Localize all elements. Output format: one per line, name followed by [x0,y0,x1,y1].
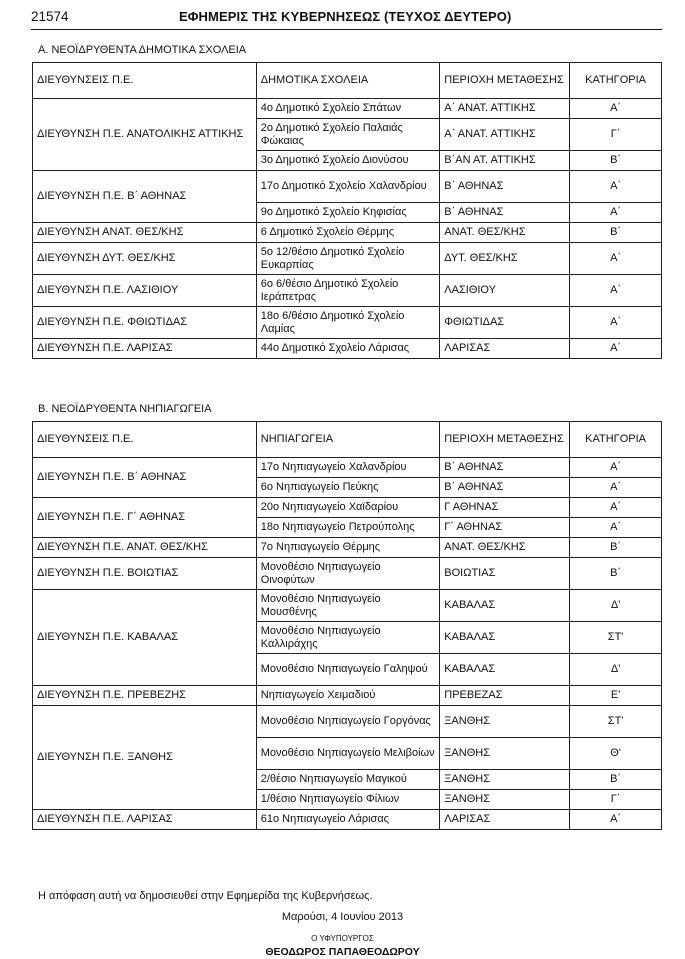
school-cell: Μονοθέσιο Νηπιαγωγείο Γαληψού [256,654,440,686]
table-row [33,686,662,706]
direction-cell: ΔΙΕΥΘΥΝΣΗ Π.Ε. ΑΝΑΤ. ΘΕΣ/ΚΗΣ [33,538,257,558]
header-category: ΚΑΤΗΓΟΡΙΑ [570,422,662,458]
school-cell: 3ο Δημοτικό Σχολείο Διονύσου [256,151,440,171]
category-cell: Α΄ [570,203,662,223]
signer-name: ΘΕΟΔΩΡΟΣ ΠΑΠΑΘΕΟΔΩΡΟΥ [265,946,420,958]
category-cell: Α΄ [570,498,662,518]
school-cell: 6ο Νηπιαγωγείο Πεύκης [256,478,440,498]
direction-cell: ΔΙΕΥΘΥΝΣΗ Π.Ε. Β΄ ΑΘΗΝΑΣ [33,458,257,498]
school-cell: 2/θέσιο Νηπιαγωγείο Μαγικού [256,770,440,790]
category-cell: Θ' [570,738,662,770]
category-cell: ΣΤ' [570,706,662,738]
area-cell: Β΄ ΑΘΗΝΑΣ [440,478,570,498]
direction-cell: ΔΙΕΥΘΥΝΣΗ Π.Ε. ΞΑΝΘΗΣ [33,706,257,810]
table-header-row [33,422,662,458]
table-row [33,458,662,478]
category-cell: Α΄ [570,339,662,359]
category-cell: Β΄ [570,558,662,590]
category-cell: Α΄ [570,458,662,478]
direction-cell: ΔΙΕΥΘΥΝΣΗ Π.Ε. Β΄ ΑΘΗΝΑΣ [33,171,257,223]
direction-cell: ΔΙΕΥΘΥΝΣΗ Π.Ε. ΠΡΕΒΕΖΗΣ [33,686,257,706]
school-cell: Μονοθέσιο Νηπιαγωγείο Καλλιράχης [256,622,440,654]
area-cell: Α΄ ΑΝΑΤ. ΑΤΤΙΚΗΣ [440,99,570,119]
area-cell: Γ ΑΘΗΝΑΣ [440,498,570,518]
table-header-row [33,63,662,99]
header-transfer-area: ΠΕΡΙΟΧΗ ΜΕΤΑΘΕΣΗΣ [440,63,570,99]
area-cell: ΛΑΡΙΣΑΣ [440,339,570,359]
area-cell: ΔΥΤ. ΘΕΣ/ΚΗΣ [440,243,570,275]
school-cell: 5ο 12/θέσιο Δημοτικό Σχολείο Ευκαρπίας [256,243,440,275]
place-date: Μαρούσι, 4 Ιουνίου 2013 [281,911,404,923]
area-cell: ΞΑΝΘΗΣ [440,738,570,770]
area-cell: ΛΑΡΙΣΑΣ [440,810,570,830]
page-number: 21574 [31,9,69,24]
school-cell: 17ο Δημοτικό Σχολείο Χαλανδρίου [256,171,440,203]
school-cell: 7ο Νηπιαγωγείο Θέρμης [256,538,440,558]
table-row [33,558,662,590]
category-cell: Α΄ [570,810,662,830]
area-cell: ΚΑΒΑΛΑΣ [440,590,570,622]
school-cell: 4ο Δημοτικό Σχολείο Σπάτων [256,99,440,119]
category-cell: Β΄ [570,538,662,558]
header-transfer-area: ΠΕΡΙΟΧΗ ΜΕΤΑΘΕΣΗΣ [440,422,570,458]
area-cell: ΞΑΝΘΗΣ [440,770,570,790]
category-cell: Β΄ [570,770,662,790]
header-kindergartens: ΝΗΠΙΑΓΩΓΕΙΑ [256,422,440,458]
category-cell: Α΄ [570,243,662,275]
school-cell: 18ο 6/θέσιο Δημοτικό Σχολείο Λαμίας [256,307,440,339]
category-cell: Α΄ [570,171,662,203]
section-b-title: Β. ΝΕΟΪΔΡΥΘΕΝΤΑ ΝΗΠΙΑΓΩΓΕΙΑ [38,403,212,415]
area-cell: Β΄ ΑΘΗΝΑΣ [440,171,570,203]
table-row [33,171,662,203]
table-row [33,223,662,243]
direction-cell: ΔΙΕΥΘΥΝΣΗ Π.Ε. Γ΄ ΑΘΗΝΑΣ [33,498,257,538]
area-cell: ΦΘΙΩΤΙΔΑΣ [440,307,570,339]
category-cell: Α΄ [570,99,662,119]
signer-role: Ο ΥΦΥΠΟΥΡΓΟΣ [311,934,374,943]
area-cell: ΞΑΝΘΗΣ [440,790,570,810]
school-cell: Μονοθέσιο Νηπιαγωγείο Γοργόνας [256,706,440,738]
category-cell: ΣΤ' [570,622,662,654]
page-header [31,7,662,30]
table-row [33,706,662,738]
category-cell: Δ' [570,590,662,622]
table-row [33,810,662,830]
category-cell: Δ' [570,654,662,686]
header-directions: ΔΙΕΥΘΥΝΣΕΙΣ Π.Ε. [33,63,257,99]
area-cell: ΚΑΒΑΛΑΣ [440,654,570,686]
area-cell: ΞΑΝΘΗΣ [440,706,570,738]
category-cell: Ε' [570,686,662,706]
area-cell: ΠΡΕΒΕΖΑΣ [440,686,570,706]
header-category: ΚΑΤΗΓΟΡΙΑ [570,63,662,99]
school-cell: 18ο Νηπιαγωγείο Πετρούπολης [256,518,440,538]
direction-cell: ΔΙΕΥΘΥΝΣΗ Π.Ε. ΦΘΙΩΤΙΔΑΣ [33,307,257,339]
school-cell: 44ο Δημοτικό Σχολείο Λάρισας [256,339,440,359]
table-row [33,538,662,558]
category-cell: Α΄ [570,518,662,538]
header-schools: ΔΗΜΟΤΙΚΑ ΣΧΟΛΕΙΑ [256,63,440,99]
direction-cell: ΔΙΕΥΘΥΝΣΗ Π.Ε. ΑΝΑΤΟΛΙΚΗΣ ΑΤΤΙΚΗΣ [33,99,257,171]
primary-schools-table [32,62,662,359]
school-cell: 20ο Νηπιαγωγείο Χαϊδαρίου [256,498,440,518]
school-cell: Μονοθέσιο Νηπιαγωγείο Μελιβοίων [256,738,440,770]
table-row [33,307,662,339]
direction-cell: ΔΙΕΥΘΥΝΣΗ ΑΝΑΤ. ΘΕΣ/ΚΗΣ [33,223,257,243]
area-cell: Β΄ΑΝ ΑΤ. ΑΤΤΙΚΗΣ [440,151,570,171]
area-cell: ΑΝΑΤ. ΘΕΣ/ΚΗΣ [440,223,570,243]
table-row [33,243,662,275]
school-cell: 9ο Δημοτικό Σχολείο Κηφισίας [256,203,440,223]
school-cell: Μονοθέσιο Νηπιαγωγείο Μουσθένης [256,590,440,622]
area-cell: Β΄ ΑΘΗΝΑΣ [440,203,570,223]
area-cell: ΛΑΣΙΘΙΟΥ [440,275,570,307]
area-cell: ΚΑΒΑΛΑΣ [440,622,570,654]
school-cell: Μονοθέσιο Νηπιαγωγείο Οινοφύτων [256,558,440,590]
area-cell: Α΄ ΑΝΑΤ. ΑΤΤΙΚΗΣ [440,119,570,151]
category-cell: Β΄ [570,151,662,171]
direction-cell: ΔΙΕΥΘΥΝΣΗ Π.Ε. ΛΑΡΙΣΑΣ [33,810,257,830]
gazette-title: ΕΦΗΜΕΡΙΣ ΤΗΣ ΚΥΒΕΡΝΗΣΕΩΣ (ΤΕΥΧΟΣ ΔΕΥΤΕΡΟ) [179,9,512,24]
school-cell: 17ο Νηπιαγωγείο Χαλανδρίου [256,458,440,478]
table-row [33,590,662,622]
table-row [33,99,662,119]
category-cell: Α΄ [570,478,662,498]
table-row [33,275,662,307]
kindergartens-table [32,421,662,830]
area-cell: ΒΟΙΩΤΙΑΣ [440,558,570,590]
school-cell: 61ο Νηπιαγωγείο Λάρισας [256,810,440,830]
direction-cell: ΔΙΕΥΘΥΝΣΗ ΔΥΤ. ΘΕΣ/ΚΗΣ [33,243,257,275]
category-cell: Α΄ [570,307,662,339]
school-cell: 1/θέσιο Νηπιαγωγείο Φίλιων [256,790,440,810]
direction-cell: ΔΙΕΥΘΥΝΣΗ Π.Ε. ΒΟΙΩΤΙΑΣ [33,558,257,590]
publication-note: Η απόφαση αυτή να δημοσιευθεί στην Εφημερίδα της Κυβερνήσεως. [38,890,373,902]
direction-cell: ΔΙΕΥΘΥΝΣΗ Π.Ε. ΛΑΡΙΣΑΣ [33,339,257,359]
header-directions: ΔΙΕΥΘΥΝΣΕΙΣ Π.Ε. [33,422,257,458]
school-cell: 6ο 6/θέσιο Δημοτικό Σχολείο Ιεράπετρας [256,275,440,307]
category-cell: Α΄ [570,275,662,307]
table-row [33,339,662,359]
category-cell: Β΄ [570,223,662,243]
school-cell: Νηπιαγωγείο Χειμαδιού [256,686,440,706]
school-cell: 6 Δημοτικό Σχολείο Θέρμης [256,223,440,243]
direction-cell: ΔΙΕΥΘΥΝΣΗ Π.Ε. ΛΑΣΙΘΙΟΥ [33,275,257,307]
section-a-title: Α. ΝΕΟΪΔΡΥΘΕΝΤΑ ΔΗΜΟΤΙΚΑ ΣΧΟΛΕΙΑ [38,44,247,56]
category-cell: Γ΄ [570,119,662,151]
school-cell: 2ο Δημοτικό Σχολείο Παλαιάς Φώκαιας [256,119,440,151]
area-cell: Β΄ ΑΘΗΝΑΣ [440,458,570,478]
area-cell: Γ΄ ΑΘΗΝΑΣ [440,518,570,538]
table-row [33,498,662,518]
area-cell: ΑΝΑΤ. ΘΕΣ/ΚΗΣ [440,538,570,558]
direction-cell: ΔΙΕΥΘΥΝΣΗ Π.Ε. ΚΑΒΑΛΑΣ [33,590,257,686]
category-cell: Γ΄ [570,790,662,810]
